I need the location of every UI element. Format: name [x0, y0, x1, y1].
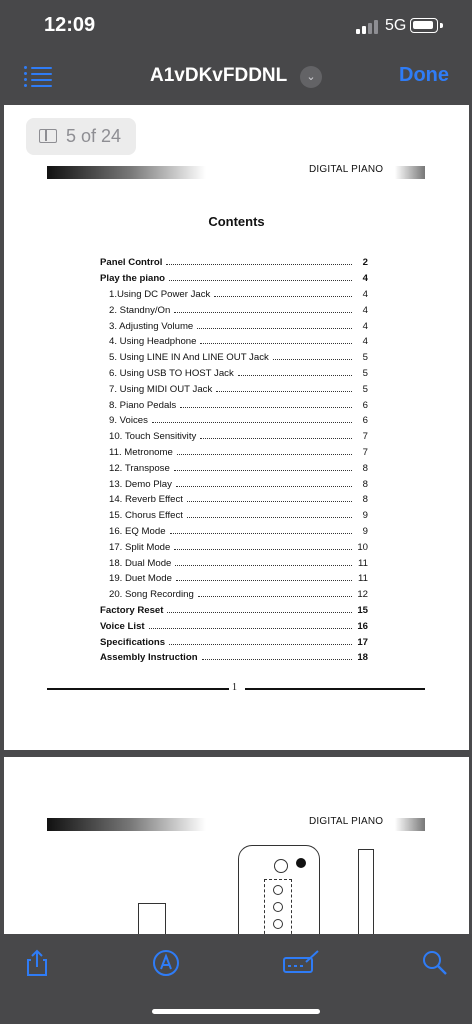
toc-row[interactable]: [100, 429, 368, 445]
toc-row[interactable]: [100, 271, 368, 287]
toc-label: Assembly Instruction: [100, 652, 198, 664]
toc-label: 13. Demo Play: [109, 478, 172, 490]
toc-label: 20. Song Recording: [109, 589, 194, 601]
toc-leader: [174, 549, 352, 550]
table-of-contents: [100, 255, 368, 666]
toc-row[interactable]: [100, 413, 368, 429]
toc-page: 5: [362, 352, 368, 364]
page-number: 1: [232, 682, 237, 693]
page-indicator-label: 5 of 24: [66, 126, 122, 146]
toc-page: 4: [362, 288, 368, 300]
toc-page: 11: [358, 557, 368, 569]
toc-label: 19. Duet Mode: [109, 573, 172, 585]
toc-leader: [180, 407, 352, 408]
chevron-down-icon[interactable]: ⌄: [300, 66, 322, 88]
toc-label: 6. Using USB TO HOST Jack: [109, 367, 234, 379]
toc-leader: [216, 391, 352, 392]
toc-leader: [198, 596, 352, 597]
toc-page: 2: [362, 257, 368, 269]
toc-label: Factory Reset: [100, 604, 164, 616]
toc-page: 10: [357, 541, 368, 553]
toc-page: 9: [362, 525, 368, 537]
toc-page: 8: [362, 494, 368, 506]
toc-leader: [176, 486, 352, 487]
toc-label: 16. EQ Mode: [109, 525, 166, 537]
toc-leader: [202, 659, 352, 660]
battery-icon: [410, 18, 438, 33]
toc-row[interactable]: [100, 650, 368, 666]
pdf-page-next: [4, 757, 469, 937]
toc-leader: [197, 328, 352, 329]
toc-page: 15: [357, 604, 368, 616]
toc-page: 6: [362, 415, 368, 427]
toc-row[interactable]: [100, 508, 368, 524]
toc-row[interactable]: [100, 350, 368, 366]
toc-page: 12: [357, 589, 368, 601]
toc-label: 17. Split Mode: [109, 541, 171, 553]
toc-label: 2. Standny/On: [109, 304, 171, 316]
toc-row[interactable]: [100, 318, 368, 334]
toc-row[interactable]: [100, 255, 368, 271]
home-indicator: [152, 1009, 320, 1014]
toc-page: 8: [362, 462, 368, 474]
toc-label: Panel Control: [100, 257, 163, 269]
toc-row[interactable]: [100, 571, 368, 587]
toc-page: 4: [362, 320, 368, 332]
toc-label: Specifications: [100, 636, 166, 648]
toc-leader: [149, 628, 352, 629]
toc-leader: [169, 280, 352, 281]
toc-page: 9: [362, 510, 368, 522]
toc-label: 5. Using LINE IN And LINE OUT Jack: [109, 352, 269, 364]
toc-row[interactable]: [100, 445, 368, 461]
toc-row[interactable]: [100, 381, 368, 397]
contents-title: Contents: [208, 214, 265, 229]
toc-leader: [214, 296, 352, 297]
toc-label: 4. Using Headphone: [109, 336, 197, 348]
toc-leader: [152, 422, 352, 423]
toc-row[interactable]: [100, 603, 368, 619]
toc-label: 9. Voices: [109, 415, 148, 427]
jack-panel-drawing: [264, 879, 292, 937]
toc-page: 4: [362, 273, 368, 285]
document-title[interactable]: A1vDKvFDDNL: [150, 65, 288, 86]
toc-row[interactable]: [100, 524, 368, 540]
toc-label: 12. Transpose: [109, 462, 170, 474]
toc-page: 5: [362, 383, 368, 395]
toc-page: 4: [362, 336, 368, 348]
toc-label: 7. Using MIDI OUT Jack: [109, 383, 213, 395]
toc-row[interactable]: [100, 555, 368, 571]
toc-leader: [273, 359, 352, 360]
toc-row[interactable]: [100, 397, 368, 413]
search-icon[interactable]: [420, 948, 450, 978]
toc-leader: [169, 644, 352, 645]
toc-page: 18: [357, 652, 368, 664]
toc-leader: [187, 501, 352, 502]
toc-row[interactable]: [100, 366, 368, 382]
list-icon[interactable]: [24, 65, 52, 87]
toc-leader: [187, 517, 352, 518]
toc-page: 7: [362, 446, 368, 458]
toc-row[interactable]: [100, 302, 368, 318]
toc-leader: [200, 343, 352, 344]
knob-drawing: [274, 859, 288, 873]
side-view-drawing: [358, 849, 374, 937]
page-indicator[interactable]: [26, 118, 136, 155]
toc-label: 1.Using DC Power Jack: [109, 288, 211, 300]
toc-page: 16: [357, 620, 368, 632]
toc-label: 18. Dual Mode: [109, 557, 172, 569]
header-label: DIGITAL PIANO: [309, 816, 384, 827]
sidebar-icon: [39, 129, 57, 143]
toc-label: 14. Reverb Effect: [109, 494, 183, 506]
toc-leader: [200, 438, 352, 439]
toc-row[interactable]: [100, 618, 368, 634]
toc-page: 17: [357, 636, 368, 648]
toc-row[interactable]: [100, 476, 368, 492]
markup-icon[interactable]: [151, 948, 181, 978]
toc-leader: [166, 264, 352, 265]
share-icon[interactable]: [22, 948, 52, 978]
toc-row[interactable]: [100, 587, 368, 603]
pdf-page: [4, 105, 469, 750]
toc-leader: [238, 375, 352, 376]
toc-leader: [174, 470, 352, 471]
battery-cap: [440, 23, 443, 28]
nav-bar: [0, 54, 472, 100]
toc-page: 5: [362, 367, 368, 379]
signature-icon[interactable]: [282, 948, 322, 978]
header-label: DIGITAL PIANO: [309, 164, 384, 175]
toc-page: 7: [362, 431, 368, 443]
done-button[interactable]: Done: [399, 64, 449, 86]
callout-badge: [296, 858, 306, 868]
status-time: 12:09: [44, 14, 96, 36]
toc-label: Play the piano: [100, 273, 166, 285]
toc-page: 6: [362, 399, 368, 411]
status-bar: [0, 0, 472, 54]
toc-leader: [174, 312, 352, 313]
page-header: [47, 166, 425, 179]
toc-label: 3. Adjusting Volume: [109, 320, 194, 332]
toc-row[interactable]: [100, 334, 368, 350]
toc-leader: [177, 454, 352, 455]
toc-label: 11. Metronome: [109, 446, 173, 458]
toc-leader: [167, 612, 352, 613]
toc-row[interactable]: [100, 287, 368, 303]
network-type: 5G: [385, 17, 407, 34]
toc-label: 10. Touch Sensitivity: [109, 431, 197, 443]
signal-icon: [356, 20, 378, 34]
box-drawing: [138, 903, 166, 937]
toc-label: 8. Piano Pedals: [109, 399, 177, 411]
page-header: [47, 818, 425, 831]
toc-page: 4: [362, 304, 368, 316]
toc-row[interactable]: [100, 539, 368, 555]
toc-page: 8: [362, 478, 368, 490]
toc-row[interactable]: [100, 492, 368, 508]
page-footer: [47, 682, 425, 695]
toc-label: 15. Chorus Effect: [109, 510, 183, 522]
toc-page: 11: [358, 573, 368, 585]
toc-label: Voice List: [100, 620, 145, 632]
toc-row[interactable]: [100, 460, 368, 476]
toc-leader: [170, 533, 352, 534]
toc-row[interactable]: [100, 634, 368, 650]
toc-leader: [176, 580, 352, 581]
toc-leader: [175, 565, 352, 566]
